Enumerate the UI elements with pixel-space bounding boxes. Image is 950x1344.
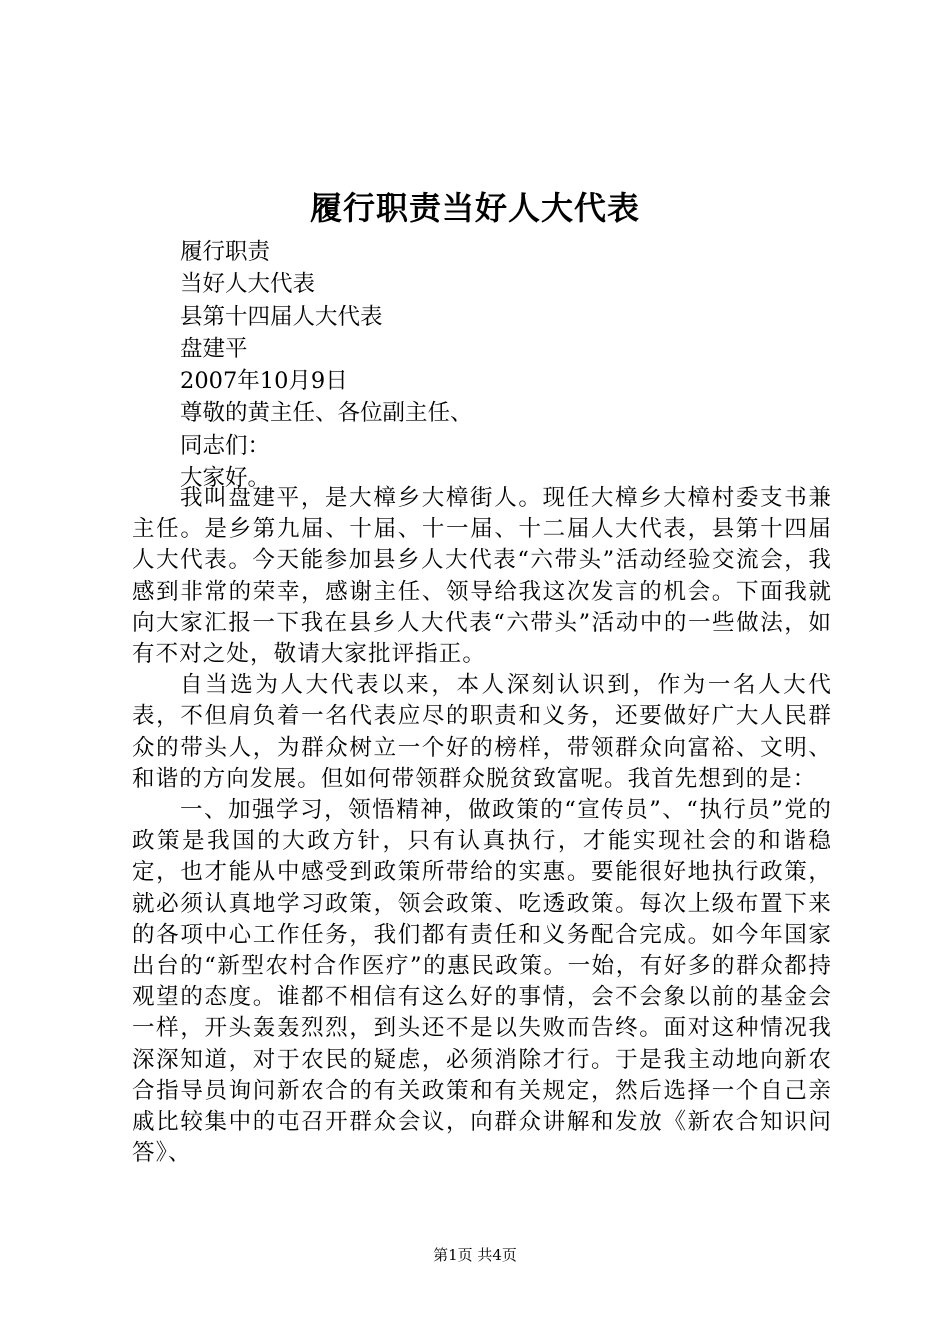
paragraph-reflection: 自当选为人大代表以来，本人深刻认识到，作为一名人大代表，不但肩负着一名代表应尽的职责和义务，还要做好广大人民群众的带头人，为群众树立一个好的榜样，带领群众向富裕、文明、和谐的方向发展。但如何带领群众脱贫致富呢。我首先想到的是： [132,672,832,792]
header-line-author-role: 县第十四届人大代表 [180,303,383,330]
header-line-author-name: 盘建平 [180,335,248,362]
paragraph-introduction: 我叫盘建平，是大樟乡大樟街人。现任大樟乡大樟村委支书兼主任。是乡第九届、十届、十一届、十二届人大代表，县第十四届人大代表。今天能参加县乡人大代表“六带头”活动经验交流会，我感到非常的荣幸，感谢主任、领导给我这次发言的机会。下面我就向大家汇报一下我在县乡人大代表“六带头”活动中的一些做法，如有不对之处，敬请大家批评指正。 [132,485,832,668]
document-title: 履行职责当好人大代表 [309,189,640,227]
body-text [132,483,832,1169]
page-footer: 第1页 共4页 [433,1246,517,1264]
header-line-date: 2007年10月9日 [180,368,348,395]
paragraph-section-one: 一、加强学习，领悟精神，做政策的“宣传员”、“执行员”党的政策是我国的大政方针，只有认真执行，才能实现社会的和谐稳定，也才能从中感受到政策所带给的实惠。要能很好地执行政策，就必须认真地学习政策，领会政策、吃透政策。每次上级布置下来的各项中心工作任务，我们都有责任和义务配合完成。如今年国家出台的“新型农村合作医疗”的惠民政策。一始，有好多的群众都持观望的态度。谁都不相信有这么好的事情，会不会象以前的基金会一样，开头轰轰烈烈，到头还不是以失败而告终。面对这种情况我深深知道，对于农民的疑虑，必须消除才行。于是我主动地向新农合指导员询问新农合的有关政策和有关规定，然后选择一个自己亲戚比较集中的屯召开群众会议，向群众讲解和发放《新农合知识问答》、 [132,797,832,1167]
header-line-title-part2: 当好人大代表 [180,271,316,298]
header-block [180,236,830,494]
salutation-line-1: 尊敬的黄主任、各位副主任、 [180,400,473,427]
greeting-line: 大家好。 [180,465,271,492]
header-line-title-part1: 履行职责 [180,239,271,265]
salutation-line-2: 同志们： [180,432,271,459]
